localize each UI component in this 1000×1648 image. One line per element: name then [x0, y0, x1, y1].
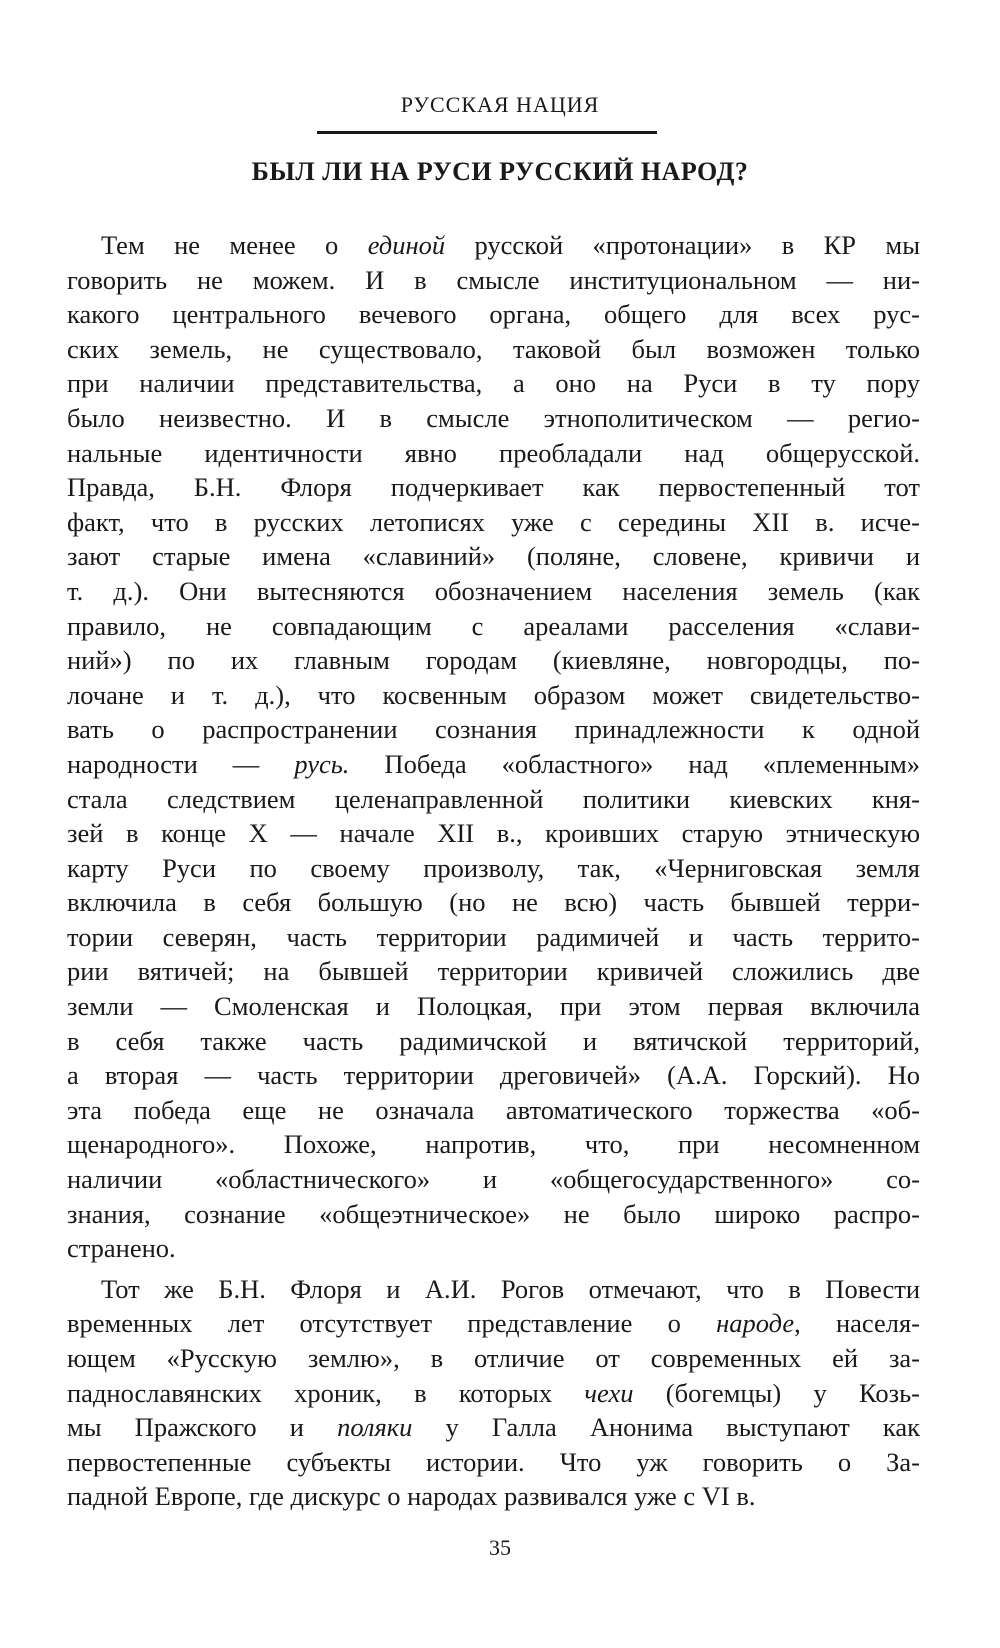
text-run: первостепенные субъекты истории. Что уж говорить о За-	[67, 1446, 920, 1477]
text-line	[67, 263, 920, 298]
text-line	[67, 678, 920, 713]
text-run: при наличии представительства, а оно на Руси в ту пору	[67, 368, 920, 399]
text-line	[67, 782, 920, 817]
text-line	[67, 609, 920, 644]
text-run: в себя также часть радимичской и вятичской территорий,	[67, 1025, 920, 1056]
text-line	[67, 574, 920, 609]
text-run: было неизвестно. И в смысле этнополитическом — регио-	[67, 402, 920, 433]
text-line	[67, 332, 920, 367]
text-line	[67, 470, 920, 505]
text-run: паднославянских хроник, в которых	[67, 1377, 585, 1408]
text-run: народности —	[67, 748, 295, 779]
text-line	[67, 1162, 920, 1197]
text-run: факт, что в русских летописях уже с середины XII в. исче-	[67, 506, 920, 537]
text-run: ющем «Русскую землю», в отличие от современных ей за-	[67, 1343, 920, 1373]
text-run: нальные идентичности явно преобладали над общерусской.	[67, 437, 920, 468]
text-line	[67, 1306, 920, 1341]
paragraph	[67, 228, 920, 1266]
text-line	[67, 1376, 920, 1411]
text-line	[67, 366, 920, 401]
text-run: мы Пражского и	[67, 1412, 338, 1443]
text-line	[67, 643, 920, 678]
text-run: ских земель, не существовало, таковой был возможен только	[67, 333, 920, 364]
text-line	[67, 1024, 920, 1059]
running-head-rule	[317, 131, 657, 134]
text-run: (богемцы) у Козь-	[633, 1377, 920, 1408]
text-run: включила в себя большую (но не всю) часть бывшей терри-	[67, 887, 920, 918]
text-run: наличии «областнического» и «общегосударственного» со-	[67, 1164, 920, 1195]
text-line	[67, 297, 920, 332]
text-line	[67, 539, 920, 574]
text-run: какого центрального вечевого органа, общего для всех рус-	[67, 299, 920, 330]
text-run: эта победа еще не означала автоматического торжества «об-	[67, 1094, 920, 1125]
text-line	[67, 747, 920, 782]
italic-text: народе	[716, 1308, 795, 1339]
italic-text: поляки	[337, 1412, 413, 1443]
text-line	[67, 436, 920, 471]
text-run: временных лет отсутствует представление о	[67, 1308, 717, 1339]
text-run: рии вятичей; на бывшей территории кривичей сложились две	[67, 956, 920, 987]
text-line	[67, 1197, 920, 1232]
text-line	[67, 1231, 920, 1266]
text-line	[67, 1058, 920, 1093]
italic-text: русь.	[294, 748, 350, 779]
paragraph	[67, 1272, 920, 1514]
text-run: стала следствием целенаправленной политики киевских кня-	[67, 783, 920, 814]
text-run: зей в конце X — начале XII в., кроивших старую этническую	[67, 818, 920, 849]
text-line	[67, 885, 920, 920]
text-line	[67, 1127, 920, 1162]
page-number: 35	[489, 1535, 511, 1560]
text-line	[67, 1410, 920, 1445]
text-line	[67, 920, 920, 955]
chapter-title: БЫЛ ЛИ НА РУСИ РУССКИЙ НАРОД?	[251, 157, 749, 186]
text-run: карту Руси по своему произволу, так, «Черниговская земля	[67, 852, 920, 883]
text-run: ний») по их главным городам (киевляне, новгородцы, по-	[67, 645, 920, 676]
text-run: Тот же Б.Н. Флоря и А.И. Рогов отмечают, что в Повести	[101, 1273, 920, 1304]
italic-text: единой	[367, 230, 446, 260]
text-run: Правда, Б.Н. Флоря подчеркивает как первостепенный тот	[67, 472, 920, 503]
text-line	[67, 505, 920, 540]
running-head: РУССКАЯ НАЦИЯ	[400, 92, 600, 117]
text-run: зают старые имена «славиний» (поляне, словене, кривичи и	[67, 541, 920, 572]
text-line	[67, 1093, 920, 1128]
text-line	[67, 401, 920, 436]
text-line	[67, 954, 920, 989]
text-run: говорить не можем. И в смысле институциональном — ни-	[67, 264, 920, 295]
text-run: щенародного». Похоже, напротив, что, при несомненном	[67, 1129, 920, 1160]
text-line	[67, 228, 920, 263]
text-line	[67, 851, 920, 886]
text-run: вать о распространении сознания принадлежности к одной	[67, 714, 920, 745]
text-line	[67, 712, 920, 747]
text-run: земли — Смоленская и Полоцкая, при этом первая включила	[67, 991, 920, 1022]
text-run: лочане и т. д.), что косвенным образом может свидетельство-	[67, 679, 920, 710]
text-line	[67, 1479, 920, 1514]
text-run: т. д.). Они вытесняются обозначением населения земель (как	[67, 575, 920, 606]
text-run: тории северян, часть территории радимичей и часть террито-	[67, 921, 920, 952]
text-run: странено.	[67, 1233, 176, 1264]
text-run: знания, сознание «общеэтническое» не было широко распро-	[67, 1198, 920, 1229]
text-run: у Галла Анонима выступают как	[412, 1412, 920, 1443]
text-run: а вторая — часть территории дреговичей» (А.А. Горский). Но	[67, 1060, 920, 1091]
text-line	[67, 989, 920, 1024]
text-line	[67, 1445, 920, 1480]
text-run: русской «протонации» в КР мы	[445, 230, 920, 260]
text-run: правило, не совпадающим с ареалами расселения «слави-	[67, 610, 920, 641]
italic-text: чехи	[584, 1377, 634, 1408]
text-line	[67, 816, 920, 851]
body-text	[67, 228, 920, 1514]
text-line	[67, 1272, 920, 1307]
text-run: падной Европе, где дискурс о народах развивался уже с VI в.	[67, 1481, 756, 1512]
text-run: Тем не менее о	[101, 230, 368, 260]
text-line	[67, 1341, 920, 1376]
text-run: Победа «областного» над «племенным»	[349, 748, 920, 779]
text-run: , населя-	[794, 1308, 920, 1339]
